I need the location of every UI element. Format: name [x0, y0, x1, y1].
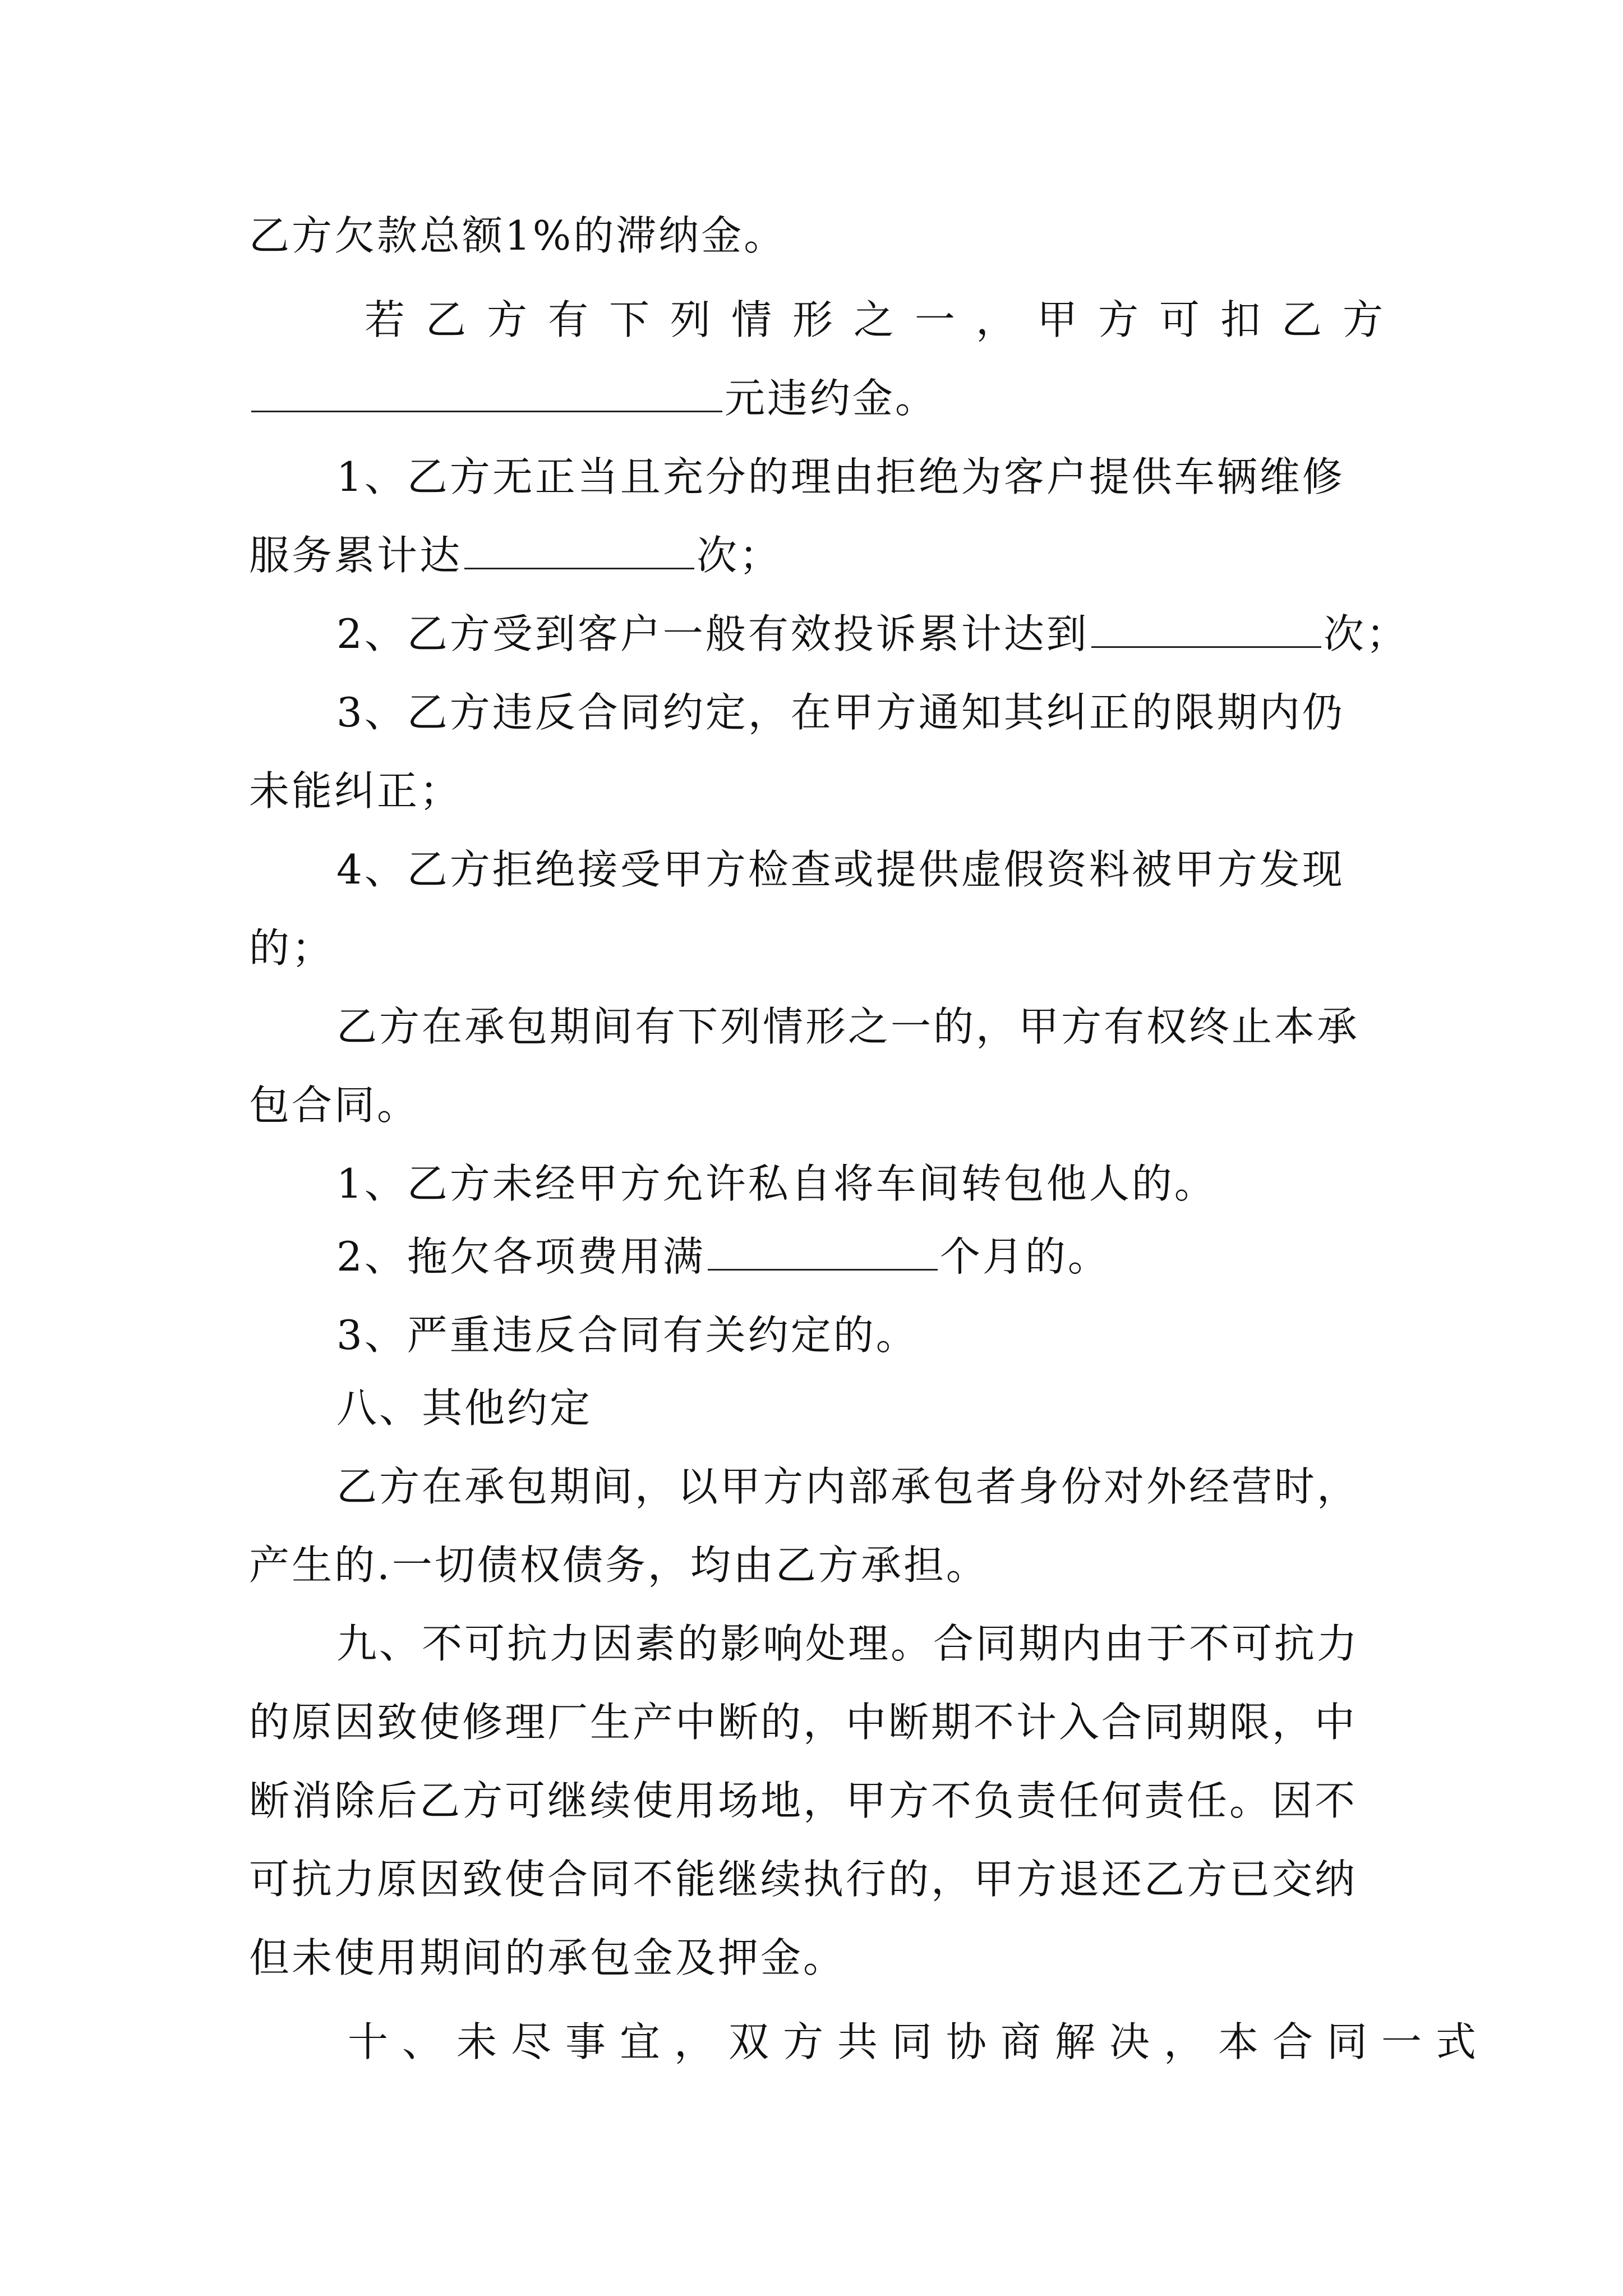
text: 4、乙方拒绝接受甲方检查或提供虚假资料被甲方发现: [336, 846, 1345, 893]
text: 可抗力原因致使合同不能继续执行的，甲方退还乙方已交纳: [249, 1856, 1358, 1903]
paragraph-line: [365, 292, 1503, 348]
text: 服务累计达: [249, 532, 463, 579]
paragraph-line: [336, 1156, 1475, 1212]
text: 断消除后乙方可继续使用场地，甲方不负责任何责任。因不: [249, 1777, 1358, 1824]
paragraph-line: [336, 999, 1475, 1055]
text: 1、乙方无正当且充分的理由拒绝为客户提供车辆维修: [336, 453, 1345, 500]
text: 九、不可抗力因素的影响处理。合同期内由于不可抗力: [336, 1620, 1360, 1667]
text: 2、乙方受到客户一般有效投诉累计达到: [336, 610, 1089, 657]
paragraph-line: [348, 2014, 1491, 2070]
paragraph-line: [249, 1930, 1387, 1986]
text: 包合同。: [249, 1082, 420, 1129]
text: 次；: [1323, 610, 1409, 657]
text: 但未使用期间的承包金及押金。: [249, 1934, 846, 1981]
paragraph-line: [336, 1228, 1475, 1285]
paragraph-line: [249, 527, 1387, 583]
paragraph-line: [249, 920, 1387, 976]
text: 元违约金。: [725, 375, 938, 422]
fill-in-blank[interactable]: [708, 1228, 938, 1271]
fill-in-blank[interactable]: [251, 370, 722, 412]
paragraph-line: [336, 606, 1475, 662]
fill-in-blank[interactable]: [464, 527, 694, 569]
text: 乙方欠款总额1%的滞纳金。: [249, 212, 787, 259]
text: 乙方在承包期间有下列情形之一的，甲方有权终止本承: [336, 1003, 1360, 1050]
text: 的原因致使修理厂生产中断的，中断期不计入合同期限，中: [249, 1699, 1358, 1746]
paragraph-line: [336, 449, 1475, 505]
text: 1、乙方未经甲方允许私自将车间转包他人的。: [336, 1160, 1217, 1207]
paragraph-line: [249, 208, 1387, 264]
paragraph-line: [249, 370, 1387, 426]
paragraph-line: [336, 1616, 1475, 1672]
text: 3、乙方违反合同约定，在甲方通知其纠正的限期内仍: [336, 689, 1345, 736]
paragraph-line: [249, 1773, 1387, 1829]
text: 3、严重违反合同有关约定的。: [336, 1312, 919, 1359]
text: 产生的.一切债权债务，均由乙方承担。: [249, 1542, 989, 1589]
text: 2、拖欠各项费用满: [336, 1233, 706, 1280]
paragraph-line: [249, 1851, 1387, 1907]
text: 若乙方有下列情形之一，甲方可扣乙方: [365, 296, 1404, 343]
text: 十、未尽事宜，双方共同协商解决，本合同一式: [348, 2018, 1491, 2065]
text: 未能纠正；: [249, 767, 463, 815]
paragraph-line: [336, 1307, 1475, 1363]
text: 八、其他约定: [336, 1384, 593, 1432]
paragraph-line: [336, 1458, 1475, 1515]
paragraph-line: [249, 1537, 1387, 1593]
text: 乙方在承包期间，以甲方内部承包者身份对外经营时，: [336, 1463, 1360, 1510]
text: 个月的。: [939, 1233, 1110, 1280]
text: 次；: [697, 532, 782, 579]
paragraph-line: [336, 841, 1475, 898]
fill-in-blank[interactable]: [1091, 606, 1321, 648]
paragraph-line: [249, 1694, 1387, 1750]
text: 的；: [249, 924, 335, 972]
paragraph-line: [336, 684, 1475, 740]
paragraph-line: [249, 763, 1387, 819]
section-heading: [336, 1380, 1475, 1436]
paragraph-line: [249, 1077, 1387, 1133]
